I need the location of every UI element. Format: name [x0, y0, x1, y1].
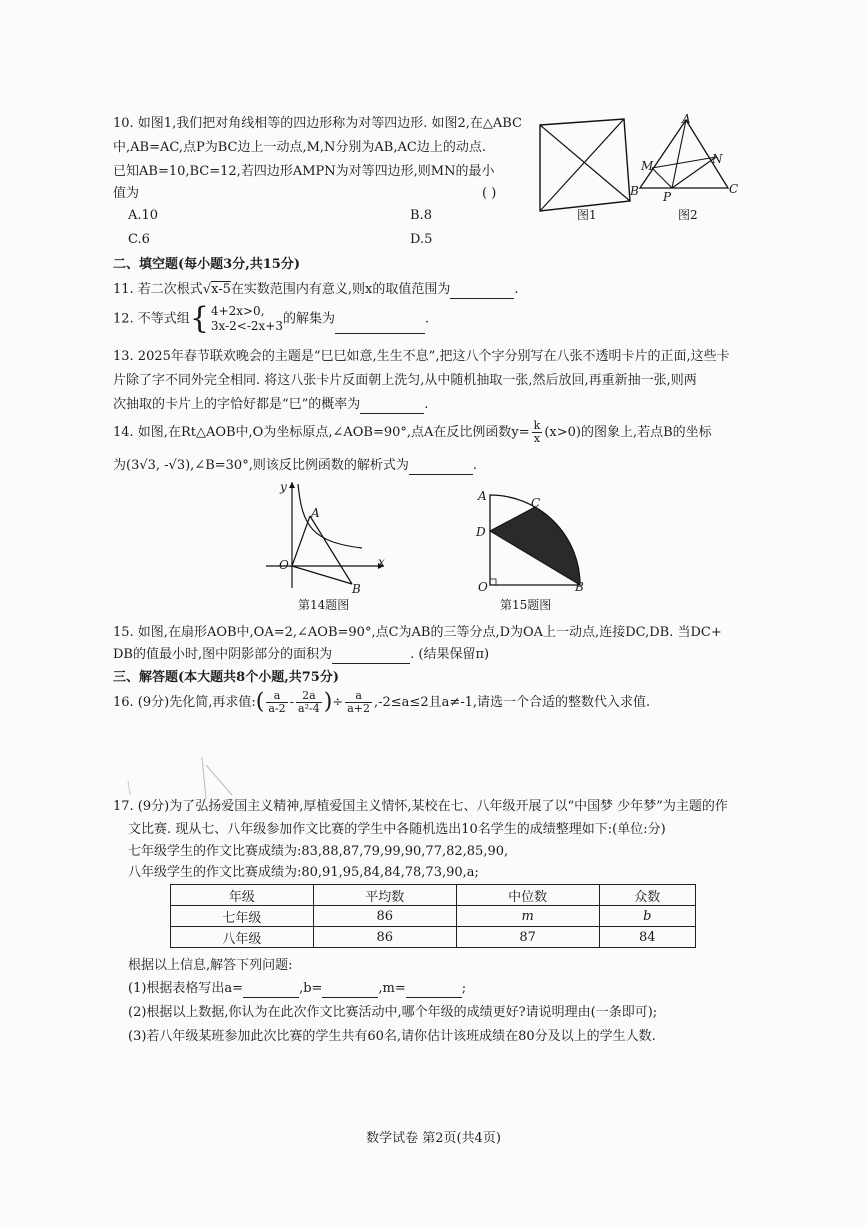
q12: 12. 不等式组{ 4+2x>0, 3x-2<-2x+3 的解集为 . — [113, 301, 430, 336]
table-cell: 86 — [313, 927, 456, 948]
q14-line2: 为(3√3, -√3),∠B=30°,则该反比例函数的解析式为 . — [113, 458, 477, 473]
q17-score-table — [170, 884, 696, 948]
table-header-row — [171, 885, 696, 906]
q10-option-c: C.6 — [128, 232, 150, 247]
q10-figure2-caption: 图2 — [678, 208, 698, 222]
table-cell: 七年级 — [171, 906, 314, 927]
q15-line1: 15. 如图,在扇形AOB中,OA=2,∠AOB=90°,点C为AB的三等分点,D为OA上一动点,连接DC,DB. 当DC+ — [113, 625, 722, 640]
q15-label-o: O — [478, 580, 488, 594]
fig2-label-n: N — [712, 152, 723, 166]
q10-line3: 已知AB=10,BC=12,若四边形AMPN为对等四边形,则MN的最小 — [113, 164, 495, 179]
fig2-label-c: C — [729, 182, 739, 196]
q15-label-d: D — [476, 525, 486, 539]
q14-label-y: y — [280, 480, 287, 494]
q10-option-b: B.8 — [410, 208, 432, 223]
q15-figure-caption: 第15题图 — [500, 598, 552, 612]
table-header: 中位数 — [456, 885, 599, 906]
q14-figure-caption: 第14题图 — [298, 598, 350, 612]
table-header: 年级 — [171, 885, 314, 906]
table-row — [171, 906, 696, 927]
table-header: 众数 — [599, 885, 695, 906]
q14-label-b: B — [352, 582, 361, 596]
table-cell: 86 — [313, 906, 456, 927]
q17-line4: 八年级学生的作文比赛成绩为:80,91,95,84,84,78,73,90,a; — [128, 865, 479, 880]
fig2-label-p: P — [663, 190, 672, 204]
q10-answer-bracket: ( ) — [482, 186, 497, 201]
q14-line1: 14. 如图,在Rt△AOB中,O为坐标原点,∠AOB=90°,点A在反比例函数y= $\frac{k}{x}$ (x>0)的图象上,若点B的坐标 — [113, 419, 712, 445]
q13-line1: 13. 2025年春节联欢晚会的主题是“巳巳如意,生生不息”,把这八个字分别写在八张不透明卡片的正面,这些卡 — [113, 349, 730, 364]
q15-label-a: A — [478, 489, 487, 503]
q10-line4: 值为 — [113, 186, 140, 201]
fig2-label-m: M — [641, 159, 654, 173]
table-cell: 八年级 — [171, 927, 314, 948]
q15-label-b: B — [575, 580, 584, 594]
q17-line3: 七年级学生的作文比赛成绩为:83,88,87,79,99,90,77,82,85,90, — [128, 844, 509, 859]
q10-line1: 10. 如图1,我们把对角线相等的四边形称为对等四边形. 如图2,在△ABC — [113, 116, 523, 131]
q13-line3: 次抽取的卡片上的字恰好都是“巳”的概率为 . — [113, 397, 429, 412]
q10-figure1-caption: 图1 — [577, 208, 597, 222]
fig2-label-a: A — [682, 112, 691, 126]
q17-intro: 根据以上信息,解答下列问题: — [128, 958, 293, 973]
q14-label-o: O — [279, 558, 289, 572]
q17-part2: (2)根据以上数据,你认为在此次作文比赛活动中,哪个年级的成绩更好?请说明理由(一条即可); — [128, 1005, 658, 1020]
table-cell: b — [599, 906, 695, 927]
section2-title: 二、填空题(每小题3分,共15分) — [113, 257, 300, 272]
q17-part1: (1)根据表格写出a= ,b= ,m= ; — [128, 981, 467, 996]
page-footer: 数学试卷 第2页(共4页) — [366, 1131, 501, 1146]
table-cell: m — [456, 906, 599, 927]
q15-line2: DB的值最小时,图中阴影部分的面积为 . (结果保留π) — [113, 647, 490, 662]
q11: 11. 若二次根式√x-5在实数范围内有意义,则x的取值范围为 . — [113, 282, 519, 297]
q17-line1: 17. (9分)为了弘扬爱国主义精神,厚植爱国主义情怀,某校在七、八年级开展了以“中国梦 少年梦”为主题的作 — [113, 799, 728, 814]
q14-label-a: A — [311, 506, 320, 520]
table-cell: 87 — [456, 927, 599, 948]
q14-label-x: x — [378, 555, 385, 569]
q17-part3: (3)若八年级某班参加此次比赛的学生共有60名,请你估计该班成绩在80分及以上的学生人数. — [128, 1029, 656, 1044]
q13-line2: 片除了字不同外完全相同. 将这八张卡片反面朝上洗匀,从中随机抽取一张,然后放回,再重新抽一张,则两 — [113, 373, 697, 388]
q10-option-a: A.10 — [128, 208, 159, 223]
q10-figure1 — [536, 115, 636, 215]
table-row — [171, 927, 696, 948]
q10-line2: 中,AB=AC,点P为BC边上一动点,M,N分别为AB,AC边上的动点. — [113, 140, 486, 155]
section3-title: 三、解答题(本大题共8个小题,共75分) — [113, 670, 339, 685]
table-cell: 84 — [599, 927, 695, 948]
q17-line2: 文比赛. 现从七、八年级参加作文比赛的学生中各随机选出10名学生的成绩整理如下:(单位:分) — [128, 822, 666, 837]
q15-figure — [470, 485, 590, 593]
fig2-label-b: B — [630, 184, 639, 198]
q10-option-d: D.5 — [410, 232, 433, 247]
table-header: 平均数 — [313, 885, 456, 906]
q16: 16. (9分)先化简,再求值:( $\frac{a}{a-2}$ - $\frac{2a}{\text{a²-4}}$ )÷ $\frac{a}{a+2}$ ,-2≤a≤2且a≠-1,请选一个合适的整数代入求值. — [113, 689, 651, 715]
q15-label-c: C — [531, 496, 541, 510]
